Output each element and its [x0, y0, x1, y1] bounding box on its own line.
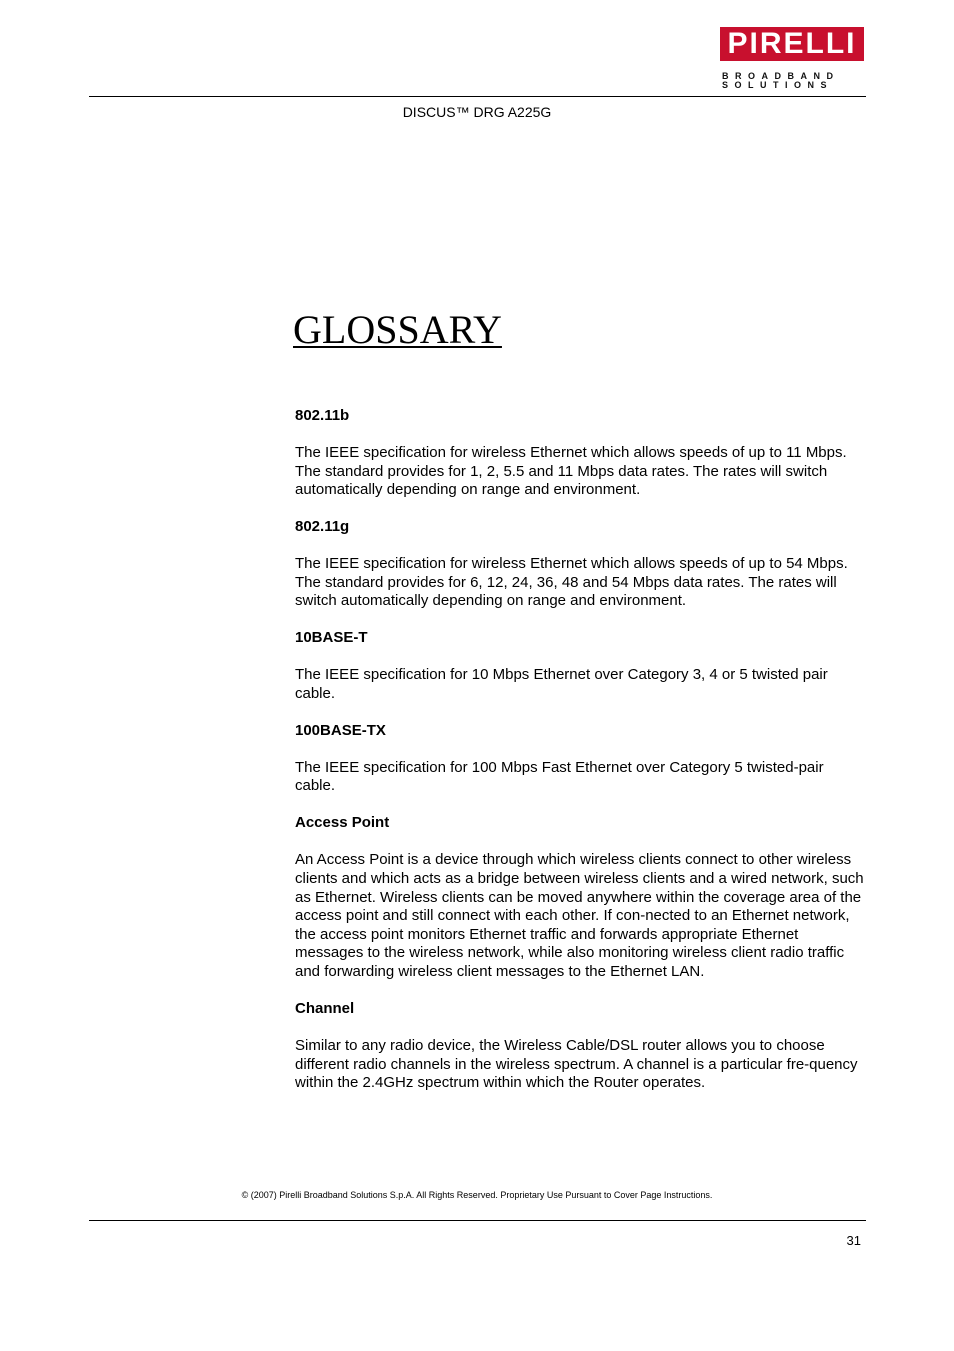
glossary-term: 100BASE-TX — [295, 721, 386, 739]
glossary-term: 802.11b — [295, 407, 350, 424]
glossary-definition: The IEEE specification for 10 Mbps Ethernet over Category 3, 4 or 5 twisted pair cable. — [295, 666, 828, 702]
header-divider — [89, 96, 866, 97]
glossary-term: Access Point — [295, 814, 390, 832]
glossary-term: 802.11g — [295, 518, 350, 536]
glossary-list — [295, 407, 867, 1111]
glossary-definition: Similar to any radio device, the Wireless Cable/DSL router allows you to choose different radio channels in the wireless spectrum. A channel is a particular fre-quency within the 2.4GHz spectrum within which the Router operates. — [295, 1036, 858, 1092]
glossary-term: Channel — [295, 999, 355, 1017]
glossary-definition: The IEEE specification for 100 Mbps Fast Ethernet over Category 5 twisted-pair cable. — [295, 758, 824, 795]
copyright-notice: © (2007) Pirelli Broadband Solutions S.p.A. All Rights Reserved. Proprietary Use Pursuant to Cover Page Instructions. — [241, 1190, 713, 1200]
glossary-definition: An Access Point is a device through which wireless clients connect to other wireless clients and which acts as a bridge between wireless clients and a wired network, such as Ethernet. Wireless clients can be moved anywhere within the coverage area of the access point and still connect with each other. If con-nected to an Ethernet network, the access point monitors Ethernet traffic and forwards appropriate Ethernet messages to the wireless network, while also monitoring wireless client radio traffic and forwarding wireless client messages to the Ethernet LAN. — [295, 851, 864, 980]
logo-subtitle-line1: BROADBAND — [722, 71, 840, 81]
glossary-term: 10BASE-T — [295, 629, 368, 647]
pirelli-logo — [720, 27, 866, 91]
logo-wordmark: PIRELLI — [720, 27, 864, 61]
page-number: 31 — [846, 1233, 861, 1248]
document-title: DISCUS™ DRG A225G — [402, 104, 552, 120]
glossary-definition: The IEEE specification for wireless Ethernet which allows speeds of up to 11 Mbps. The standard provides for 1, 2, 5.5 and 11 Mbps data rates. The rates will switch automatically depending on range and environment. — [295, 443, 847, 499]
glossary-definition: The IEEE specification for wireless Ethernet which allows speeds of up to 54 Mbps. The standard provides for 6, 12, 24, 36, 48 and 54 Mbps data rates. The rates will switch automatically depending on range and environment. — [295, 555, 848, 610]
footer-divider — [89, 1220, 866, 1221]
page-title: GLOSSARY — [293, 307, 502, 352]
logo-subtitle-line2: SOLUTIONS — [722, 80, 834, 90]
